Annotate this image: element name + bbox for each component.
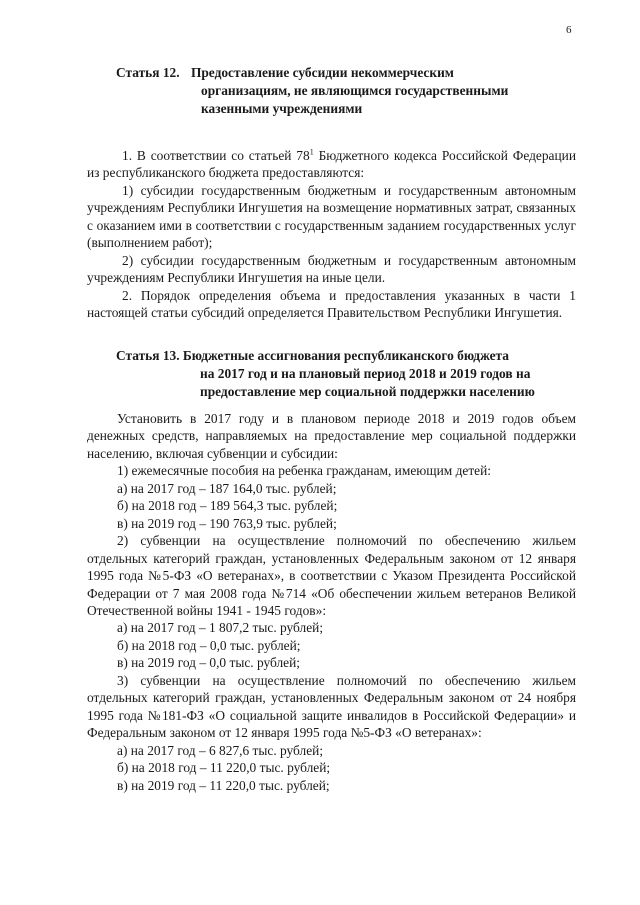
article-13-title-line-1: Статья 13. Бюджетные ассигнования республиканского бюджета: [116, 348, 509, 363]
article-13-intro: Установить в 2017 году и в плановом периоде 2018 и 2019 годов объем денежных средств, направляемых на предоставление мер социальной поддержки населению, включая субвенции и субсидии:: [87, 411, 576, 461]
item-2-housing-subventions-veterans: 2) субвенции на осуществление полномочий по обеспечению жильем отдельных категорий граждан, установленных Федеральным законом от 12 января 1995 года №5-ФЗ «О ветеранах», в соответствии с Указом Президента Российской Федерации от 7 мая 2008 года №714 «Об обеспечении жильем ветеранов Великой Отечественной войны 1941 - 1945 годов»:: [87, 533, 576, 618]
article-12-label: Статья 12.: [116, 65, 180, 80]
page-number: 6: [566, 24, 572, 36]
item-3-year-2018: б) на 2018 год – 11 220,0 тыс. рублей;: [117, 760, 331, 776]
item-2-year-2017: а) на 2017 год – 1 807,2 тыс. рублей;: [117, 620, 324, 636]
article-12-title-line-3: казенными учреждениями: [201, 101, 363, 116]
footnote-superscript: 1: [309, 147, 314, 157]
article-12-item-2: 2) субсидии государственным бюджетным и государственным автономным учреждениям Республики Ингушетия на иные цели.: [87, 252, 576, 286]
item-1-year-2019: в) на 2019 год – 190 763,9 тыс. рублей;: [117, 515, 337, 531]
article-12-heading: [116, 64, 508, 118]
article-13-title-line-3: предоставление мер социальной поддержки населению: [200, 384, 535, 399]
article-12-paragraph-1: [87, 147, 576, 182]
article-13-body: [87, 410, 576, 794]
article-12-title-line-2: организациям, не являющимся государственными: [201, 83, 509, 98]
article-12-title-line-1: Предоставление субсидии некоммерческим: [190, 65, 454, 80]
item-3-year-2019: в) на 2019 год – 11 220,0 тыс. рублей;: [117, 777, 330, 793]
item-3-housing-subventions-disabled: 3) субвенции на осуществление полномочий по обеспечению жильем отдельных категорий граждан, установленных Федеральным законом от 24 ноября 1995 года №181-ФЗ «О социальной защите инвалидов в Российской Федерации» и Федеральным законом от 12 января 1995 года №5-ФЗ «О ветеранах»:: [87, 672, 576, 741]
article-13-title-line-2: на 2017 год и на плановый период 2018 и 2019 годов на: [200, 366, 531, 381]
item-2-year-2018: б) на 2018 год – 0,0 тыс. рублей;: [117, 637, 301, 653]
item-2-year-2019: в) на 2019 год – 0,0 тыс. рублей;: [117, 655, 300, 671]
article-12-body: [87, 147, 576, 322]
item-1-monthly-allowances: 1) ежемесячные пособия на ребенка гражданам, имеющим детей:: [117, 463, 492, 479]
paragraph-1-text: 1. В соответствии со статьей 78: [122, 148, 310, 163]
item-1-year-2018: б) на 2018 год – 189 564,3 тыс. рублей;: [117, 498, 338, 514]
paragraph-1-text-cont: Бюджетного кодекса Российской Федерации из республиканского бюджета предоставляются:: [87, 148, 576, 181]
article-13-heading: [116, 347, 535, 401]
item-1-year-2017: а) на 2017 год – 187 164,0 тыс. рублей;: [117, 480, 337, 496]
item-3-year-2017: а) на 2017 год – 6 827,6 тыс. рублей;: [117, 742, 324, 758]
article-12-item-1: 1) субсидии государственным бюджетным и государственным автономным учреждениям Республики Ингушетия на возмещение нормативных затрат, связанных с оказанием ими в соответствии с государственным заданием государственных услуг (выполнением работ);: [87, 182, 576, 251]
article-12-paragraph-2: 2. Порядок определения объема и предоставления указанных в части 1 настоящей статьи субсидий определяется Правительством Республики Ингушетия.: [87, 287, 576, 321]
